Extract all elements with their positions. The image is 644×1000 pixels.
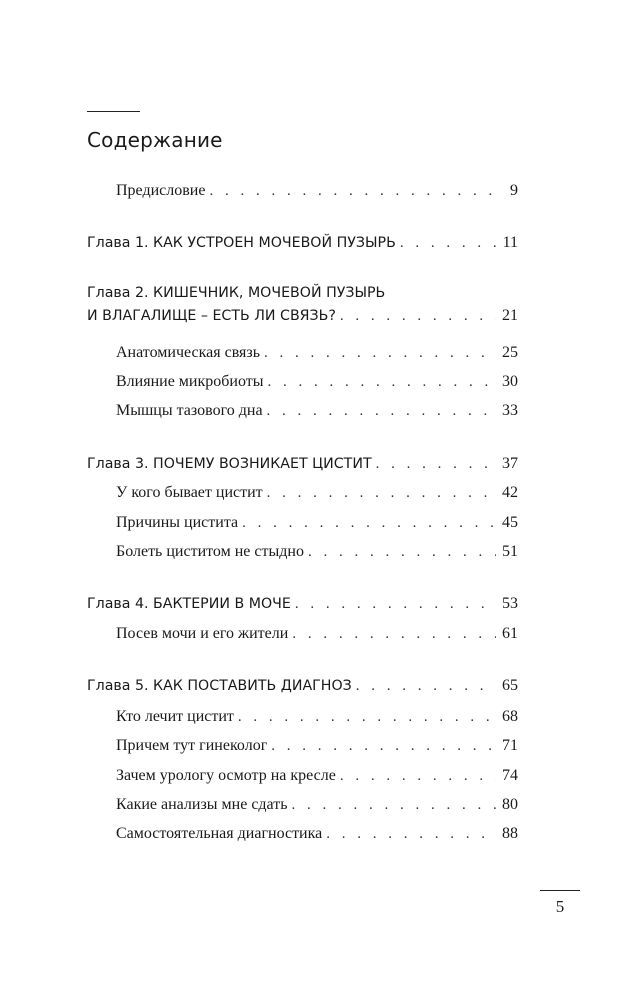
toc-entry-label: Зачем урологу осмотр на кресле bbox=[116, 767, 336, 784]
dot-leader bbox=[340, 768, 496, 785]
toc-entry[interactable] bbox=[116, 767, 518, 785]
dot-leader bbox=[326, 826, 496, 843]
toc-entry[interactable] bbox=[116, 373, 518, 391]
dot-leader bbox=[292, 797, 496, 814]
toc-chapter-2-line2 bbox=[87, 307, 518, 325]
dot-leader bbox=[271, 738, 496, 755]
toc-entry-page: 33 bbox=[502, 402, 518, 419]
dot-leader bbox=[267, 403, 496, 420]
dot-leader bbox=[308, 544, 496, 561]
toc-entry-page: 45 bbox=[502, 514, 518, 531]
toc-entry-page: 80 bbox=[502, 796, 518, 813]
toc-entry[interactable] bbox=[116, 708, 518, 726]
dot-leader bbox=[209, 183, 504, 200]
toc-entry-label: Самостоятельная диагностика bbox=[116, 825, 323, 842]
dot-leader bbox=[376, 456, 496, 473]
toc-entry[interactable] bbox=[116, 344, 518, 362]
toc-entry-page: 42 bbox=[502, 484, 518, 501]
toc-entry[interactable] bbox=[116, 543, 518, 561]
toc-chapter-page: 65 bbox=[502, 677, 518, 694]
toc-entry-label: У кого бывает цистит bbox=[116, 484, 263, 501]
dot-leader bbox=[267, 485, 496, 502]
toc-entry-label: Мышцы тазового дна bbox=[116, 402, 263, 419]
toc-chapter-label-line1: Глава 2. КИШЕЧНИК, МОЧЕВОЙ ПУЗЫРЬ bbox=[87, 285, 386, 301]
dot-leader bbox=[400, 235, 497, 252]
toc-entry[interactable] bbox=[116, 514, 518, 532]
toc-entry-label: Анатомическая связь bbox=[116, 344, 261, 361]
toc-chapter-page: 37 bbox=[502, 455, 518, 472]
toc-entry[interactable] bbox=[116, 484, 518, 502]
toc-entry-page: 68 bbox=[502, 708, 518, 725]
toc-entry-page: 74 bbox=[502, 767, 518, 784]
toc-entry-label: Кто лечит цистит bbox=[116, 708, 234, 725]
toc-entry-page: 9 bbox=[510, 182, 518, 199]
toc-entry-label: Какие анализы мне сдать bbox=[116, 796, 288, 813]
dot-leader bbox=[268, 374, 497, 391]
top-rule bbox=[87, 111, 140, 112]
toc-entry-label: Влияние микробиоты bbox=[116, 373, 264, 390]
toc-entry-label: Причины цистита bbox=[116, 514, 239, 531]
dot-leader bbox=[242, 515, 496, 532]
toc-entry-page: 61 bbox=[502, 625, 518, 642]
dot-leader bbox=[356, 678, 496, 695]
toc-chapter-1[interactable] bbox=[87, 234, 518, 252]
toc-entry[interactable] bbox=[116, 796, 518, 814]
toc-entry-page: 71 bbox=[502, 737, 518, 754]
toc-entry-label: Предисловие bbox=[116, 182, 206, 199]
toc-chapter-label: Глава 5. КАК ПОСТАВИТЬ ДИАГНОЗ bbox=[87, 678, 352, 694]
dot-leader bbox=[295, 596, 496, 613]
dot-leader bbox=[340, 308, 496, 325]
toc-chapter-page: 11 bbox=[502, 234, 518, 251]
page-number: 5 bbox=[555, 897, 565, 916]
dot-leader bbox=[238, 709, 496, 726]
toc-entry[interactable] bbox=[116, 625, 518, 643]
toc-entry-preface[interactable] bbox=[116, 182, 518, 200]
toc-entry-label: Болеть циститом не стыдно bbox=[116, 543, 304, 560]
dot-leader bbox=[292, 626, 496, 643]
toc-chapter-label: Глава 3. ПОЧЕМУ ВОЗНИКАЕТ ЦИСТИТ bbox=[87, 456, 372, 472]
toc-entry-label: Причем тут гинеколог bbox=[116, 737, 268, 754]
footer-rule bbox=[540, 890, 580, 891]
toc-entry[interactable] bbox=[116, 402, 518, 420]
toc-entry-label: Посев мочи и его жители bbox=[116, 625, 289, 642]
toc-entry[interactable] bbox=[116, 825, 518, 843]
toc-entry[interactable] bbox=[116, 737, 518, 755]
toc-chapter-3[interactable] bbox=[87, 455, 518, 473]
toc-chapter-label-line2: И ВЛАГАЛИЩЕ – ЕСТЬ ЛИ СВЯЗЬ? bbox=[87, 308, 336, 324]
toc-chapter-label: Глава 1. КАК УСТРОЕН МОЧЕВОЙ ПУЗЫРЬ bbox=[87, 235, 396, 251]
toc-chapter-2[interactable] bbox=[87, 285, 518, 324]
toc-chapter-4[interactable] bbox=[87, 595, 518, 613]
toc-chapter-page: 53 bbox=[502, 595, 518, 612]
toc-chapter-5[interactable] bbox=[87, 677, 518, 695]
toc-entry-page: 88 bbox=[502, 825, 518, 842]
toc-entry-page: 30 bbox=[502, 373, 518, 390]
dot-leader bbox=[264, 345, 496, 362]
toc-entry-page: 25 bbox=[502, 344, 518, 361]
toc-chapter-page: 21 bbox=[502, 307, 518, 324]
page-title: Содержание bbox=[87, 128, 223, 152]
toc-chapter-label: Глава 4. БАКТЕРИИ В МОЧЕ bbox=[87, 596, 291, 612]
toc-entry-page: 51 bbox=[502, 543, 518, 560]
